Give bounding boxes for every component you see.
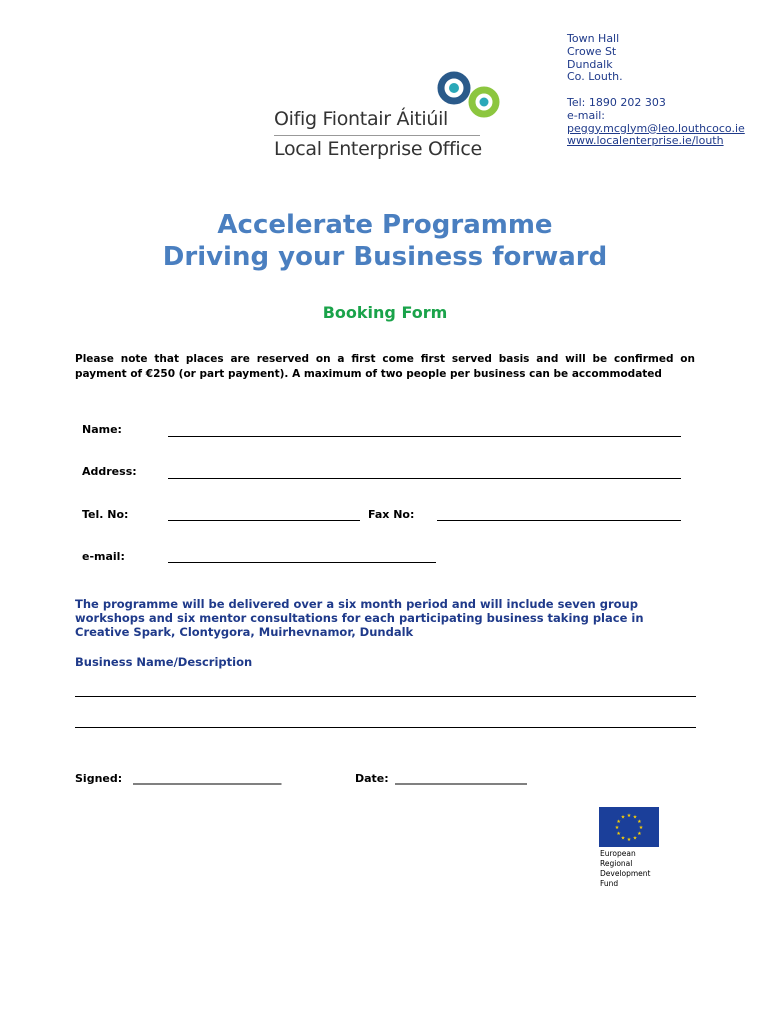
page-title: Accelerate Programme [217, 210, 553, 240]
eu-stars-icon [599, 807, 659, 847]
address-field[interactable] [168, 478, 681, 479]
eu-star-icon: ★ [614, 825, 620, 831]
eu-star-icon: ★ [626, 837, 632, 843]
booking-note: Please note that places are reserved on a first come first served basis and will be confirmed on payment of €250 (or part payment). A maximum of two people per business can be accommodated [75, 353, 695, 380]
eu-star-icon: ★ [637, 831, 642, 837]
eu-star-icon: ★ [616, 831, 621, 837]
business-description-line-1[interactable] [75, 696, 696, 697]
logo-irish-name: Oifig Fiontair Áitiúil [274, 108, 449, 130]
email-label: e-mail: [567, 108, 606, 122]
email-field-label: e-mail: [82, 550, 125, 563]
name-label: Name: [82, 423, 122, 436]
signed-label: Signed: [75, 772, 123, 785]
business-description-line-2[interactable] [75, 727, 696, 728]
address-line-2: Crowe St [567, 44, 617, 58]
eu-star-icon: ★ [616, 819, 621, 825]
eu-star-icon: ★ [638, 825, 644, 831]
erdf-line-3: Development [600, 869, 651, 878]
logo-divider [274, 135, 480, 136]
booking-form-heading: Booking Form [322, 303, 448, 322]
address-label: Address: [82, 465, 137, 478]
erdf-label [600, 849, 651, 889]
address-line-4: Co. Louth. [567, 70, 623, 84]
tel-label: Tel. No: [82, 508, 129, 521]
tel-field[interactable] [168, 520, 360, 521]
date-label: Date: [355, 772, 389, 785]
eu-star-icon: ★ [620, 835, 626, 842]
erdf-line-2: Regional [600, 859, 633, 868]
erdf-line-4: Fund [600, 879, 619, 888]
address-block [567, 33, 745, 148]
business-name-label: Business Name/Description [75, 655, 253, 669]
email-field[interactable] [168, 562, 436, 563]
website-link[interactable]: www.localenterprise.ie/louth [567, 134, 724, 148]
leo-logo [274, 68, 506, 162]
email-link[interactable]: peggy.mcglym@leo.louthcoco.ie [567, 121, 745, 135]
page-subtitle: Driving your Business forward [162, 242, 608, 272]
address-line-1: Town Hall [567, 32, 620, 45]
name-field[interactable] [168, 436, 681, 437]
telephone: Tel: 1890 202 303 [567, 95, 666, 109]
eu-star-icon: ★ [632, 835, 638, 842]
eu-star-icon: ★ [620, 814, 626, 821]
address-line-3: Dundalk [567, 57, 613, 71]
programme-description: The programme will be delivered over a six month period and will include seven group workshops and six mentor consultations for each participating business taking place in Creative Spark, Clontygora, Muirhevnamor, Dundalk [75, 597, 644, 639]
date-field[interactable]: ________________________ [395, 772, 527, 785]
eu-star-icon: ★ [632, 814, 638, 821]
eu-star-icon: ★ [637, 819, 642, 825]
erdf-line-1: European [600, 849, 636, 858]
signed-field[interactable]: ___________________________ [133, 772, 282, 785]
eu-star-icon: ★ [626, 813, 632, 819]
fax-label: Fax No: [368, 508, 415, 521]
eu-flag [599, 807, 659, 847]
logo-english-name: Local Enterprise Office [274, 138, 482, 160]
fax-field[interactable] [437, 520, 681, 521]
